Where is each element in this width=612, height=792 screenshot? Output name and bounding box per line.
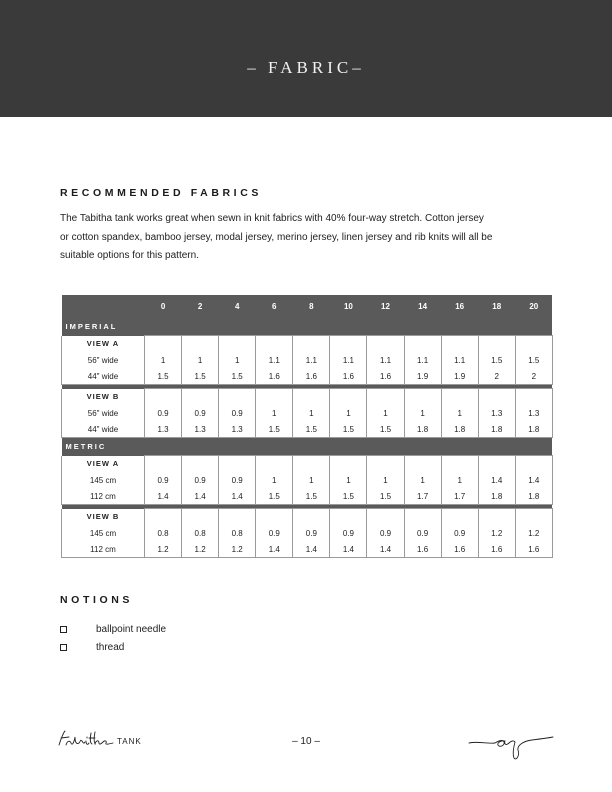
yardage-value: 1.6 xyxy=(441,541,478,558)
yardage-value: 0.8 xyxy=(145,525,182,541)
yardage-row xyxy=(62,472,553,488)
size-column-header: 18 xyxy=(478,295,515,318)
empty-cell xyxy=(515,456,552,473)
yardage-value: 1.5 xyxy=(256,488,293,505)
empty-cell xyxy=(293,456,330,473)
empty-cell xyxy=(478,509,515,526)
size-column-header: 10 xyxy=(330,295,367,318)
fabric-width-label: 44" wide xyxy=(62,421,145,438)
yardage-value: 1.8 xyxy=(404,421,441,438)
yardage-value: 1.5 xyxy=(330,488,367,505)
notions-list xyxy=(60,620,166,657)
yardage-row xyxy=(62,488,553,505)
yardage-value: 1.6 xyxy=(293,368,330,385)
yardage-value: 1.6 xyxy=(330,368,367,385)
yardage-value: 0.9 xyxy=(145,472,182,488)
size-column-header: 12 xyxy=(367,295,404,318)
yardage-value: 0.9 xyxy=(404,525,441,541)
yardage-value: 1 xyxy=(219,352,256,368)
yardage-value: 1 xyxy=(256,472,293,488)
size-column-header: 2 xyxy=(182,295,219,318)
yardage-value: 1.6 xyxy=(256,368,293,385)
yardage-value: 1.5 xyxy=(330,421,367,438)
yardage-value: 1.3 xyxy=(478,405,515,421)
empty-cell xyxy=(219,389,256,406)
view-label: VIEW B xyxy=(62,389,145,406)
empty-cell xyxy=(404,336,441,353)
yardage-value: 1.1 xyxy=(330,352,367,368)
yardage-value: 1.2 xyxy=(145,541,182,558)
empty-cell xyxy=(367,336,404,353)
size-column-header: 16 xyxy=(441,295,478,318)
yardage-row xyxy=(62,541,553,558)
recommended-fabrics-heading: RECOMMENDED FABRICS xyxy=(60,187,262,199)
yardage-value: 1.2 xyxy=(219,541,256,558)
yardage-value: 1 xyxy=(441,405,478,421)
empty-cell xyxy=(256,389,293,406)
view-label: VIEW A xyxy=(62,456,145,473)
page-title: – FABRIC– xyxy=(247,58,365,77)
measurement-system-row xyxy=(62,438,553,456)
empty-cell xyxy=(182,509,219,526)
yardage-value: 0.9 xyxy=(182,405,219,421)
fabric-width-label: 56" wide xyxy=(62,352,145,368)
empty-cell xyxy=(404,509,441,526)
yardage-value: 0.8 xyxy=(182,525,219,541)
notion-label: thread xyxy=(96,642,125,654)
empty-cell xyxy=(404,456,441,473)
yardage-value: 1.1 xyxy=(404,352,441,368)
recommended-fabrics-text xyxy=(60,210,552,266)
yardage-value: 0.9 xyxy=(145,405,182,421)
yardage-value: 1 xyxy=(367,405,404,421)
yardage-value: 1.5 xyxy=(293,488,330,505)
empty-cell xyxy=(293,336,330,353)
yardage-value: 1.4 xyxy=(515,472,552,488)
empty-cell xyxy=(145,509,182,526)
yardage-value: 1.4 xyxy=(330,541,367,558)
yardage-value: 1.3 xyxy=(145,421,182,438)
empty-cell xyxy=(441,336,478,353)
yardage-value: 1 xyxy=(404,405,441,421)
yardage-value: 1.9 xyxy=(404,368,441,385)
yardage-value: 1.3 xyxy=(182,421,219,438)
empty-cell xyxy=(219,509,256,526)
empty-cell xyxy=(293,389,330,406)
view-label-row xyxy=(62,389,553,406)
empty-cell xyxy=(367,456,404,473)
yardage-value: 1.8 xyxy=(515,421,552,438)
yardage-value: 1.5 xyxy=(515,352,552,368)
empty-cell xyxy=(330,456,367,473)
yardage-value: 1.5 xyxy=(145,368,182,385)
yardage-value: 1 xyxy=(293,405,330,421)
yardage-value: 1.5 xyxy=(367,421,404,438)
yardage-value: 1.5 xyxy=(219,368,256,385)
yardage-value: 1 xyxy=(441,472,478,488)
empty-cell xyxy=(441,389,478,406)
yardage-value: 1.4 xyxy=(219,488,256,505)
notion-item xyxy=(60,620,166,639)
size-column-header: 4 xyxy=(219,295,256,318)
view-label-row xyxy=(62,336,553,353)
notion-item xyxy=(60,639,166,658)
empty-cell xyxy=(145,389,182,406)
empty-cell xyxy=(293,509,330,526)
yardage-value: 1.6 xyxy=(478,541,515,558)
yardage-value: 0.8 xyxy=(219,525,256,541)
yardage-row xyxy=(62,525,553,541)
empty-cell xyxy=(219,336,256,353)
empty-cell xyxy=(441,509,478,526)
fabric-width-label: 112 cm xyxy=(62,541,145,558)
notion-label: ballpoint needle xyxy=(96,623,167,635)
empty-cell xyxy=(515,336,552,353)
yardage-value: 1.7 xyxy=(404,488,441,505)
yardage-value: 1.4 xyxy=(145,488,182,505)
yardage-value: 1.5 xyxy=(293,421,330,438)
measurement-system-label: IMPERIAL xyxy=(62,318,553,336)
yardage-value: 1.1 xyxy=(367,352,404,368)
yardage-value: 1 xyxy=(330,472,367,488)
yardage-value: 1.6 xyxy=(367,368,404,385)
size-column-header: 6 xyxy=(256,295,293,318)
size-column-header: 8 xyxy=(293,295,330,318)
brand-word: TANK xyxy=(117,737,142,746)
empty-cell xyxy=(515,389,552,406)
yardage-value: 1 xyxy=(182,352,219,368)
size-column-header: 14 xyxy=(404,295,441,318)
empty-cell xyxy=(478,456,515,473)
yardage-value: 1 xyxy=(367,472,404,488)
yardage-value: 1.9 xyxy=(441,368,478,385)
yardage-value: 1 xyxy=(145,352,182,368)
yardage-value: 1.2 xyxy=(182,541,219,558)
yardage-value: 1.6 xyxy=(404,541,441,558)
empty-cell xyxy=(182,456,219,473)
empty-cell xyxy=(515,509,552,526)
empty-cell xyxy=(441,456,478,473)
size-header-row xyxy=(62,295,553,318)
yardage-value: 0.9 xyxy=(293,525,330,541)
yardage-value: 1.1 xyxy=(293,352,330,368)
yardage-value: 0.9 xyxy=(330,525,367,541)
view-label: VIEW A xyxy=(62,336,145,353)
yardage-value: 1.7 xyxy=(441,488,478,505)
intro-line: or cotton spandex, bamboo jersey, modal jersey, merino jersey, linen jersey and rib knits will all be xyxy=(60,231,493,243)
yardage-value: 1.8 xyxy=(478,488,515,505)
yardage-row xyxy=(62,405,553,421)
view-label: VIEW B xyxy=(62,509,145,526)
intro-line: The Tabitha tank works great when sewn in knit fabrics with 40% four-way stretch. Cotton jersey xyxy=(60,213,484,224)
empty-cell xyxy=(330,336,367,353)
yardage-value: 0.9 xyxy=(256,525,293,541)
yardage-value: 1 xyxy=(293,472,330,488)
yardage-value: 1.8 xyxy=(441,421,478,438)
yardage-value: 1.3 xyxy=(219,421,256,438)
fabric-width-label: 145 cm xyxy=(62,472,145,488)
yardage-value: 0.9 xyxy=(441,525,478,541)
empty-cell xyxy=(145,456,182,473)
fabric-width-label: 112 cm xyxy=(62,488,145,505)
yardage-value: 1.5 xyxy=(182,368,219,385)
yardage-value: 1.4 xyxy=(256,541,293,558)
yardage-value: 1.4 xyxy=(182,488,219,505)
yardage-value: 0.9 xyxy=(367,525,404,541)
yardage-value: 1 xyxy=(404,472,441,488)
empty-cell xyxy=(478,336,515,353)
yardage-value: 2 xyxy=(478,368,515,385)
yardage-value: 1.5 xyxy=(478,352,515,368)
empty-cell xyxy=(330,389,367,406)
fabric-yardage-table xyxy=(61,295,553,558)
checkbox-icon xyxy=(60,644,67,651)
yardage-value: 1.8 xyxy=(515,488,552,505)
yardage-value: 1.2 xyxy=(515,525,552,541)
yardage-value: 1.6 xyxy=(515,541,552,558)
fabric-width-label: 44" wide xyxy=(62,368,145,385)
yardage-value: 1.4 xyxy=(478,472,515,488)
page-number: – 10 – xyxy=(292,736,320,747)
empty-cell xyxy=(256,336,293,353)
view-label-row xyxy=(62,456,553,473)
size-column-header: 20 xyxy=(515,295,552,318)
empty-cell xyxy=(182,389,219,406)
fabric-width-label: 145 cm xyxy=(62,525,145,541)
yardage-value: 1.4 xyxy=(293,541,330,558)
empty-cell xyxy=(145,336,182,353)
yardage-value: 1.4 xyxy=(367,541,404,558)
yardage-value: 0.9 xyxy=(219,405,256,421)
empty-cell xyxy=(404,389,441,406)
empty-cell xyxy=(256,509,293,526)
empty-cell xyxy=(367,389,404,406)
notions-heading: NOTIONS xyxy=(60,594,134,606)
size-column-header: 0 xyxy=(145,295,182,318)
yardage-value: 1.1 xyxy=(441,352,478,368)
yardage-value: 1.3 xyxy=(515,405,552,421)
yardage-value: 1 xyxy=(256,405,293,421)
empty-cell xyxy=(478,389,515,406)
yardage-value: 1.2 xyxy=(478,525,515,541)
view-label-row xyxy=(62,509,553,526)
fabric-width-label: 56" wide xyxy=(62,405,145,421)
page-header xyxy=(0,0,612,117)
designer-monogram-logo xyxy=(468,730,554,762)
yardage-row xyxy=(62,368,553,385)
yardage-value: 1.1 xyxy=(256,352,293,368)
empty-cell xyxy=(219,456,256,473)
yardage-row xyxy=(62,421,553,438)
yardage-value: 1.5 xyxy=(256,421,293,438)
yardage-value: 1.8 xyxy=(478,421,515,438)
yardage-value: 1 xyxy=(330,405,367,421)
yardage-value: 0.9 xyxy=(182,472,219,488)
empty-cell xyxy=(330,509,367,526)
measurement-system-label: METRIC xyxy=(62,438,553,456)
yardage-value: 0.9 xyxy=(219,472,256,488)
checkbox-icon xyxy=(60,626,67,633)
empty-cell xyxy=(256,456,293,473)
yardage-row xyxy=(62,352,553,368)
size-header-blank xyxy=(62,295,145,318)
intro-line: suitable options for this pattern. xyxy=(60,250,199,261)
yardage-value: 2 xyxy=(515,368,552,385)
yardage-value: 1.5 xyxy=(367,488,404,505)
empty-cell xyxy=(367,509,404,526)
measurement-system-row xyxy=(62,318,553,336)
empty-cell xyxy=(182,336,219,353)
